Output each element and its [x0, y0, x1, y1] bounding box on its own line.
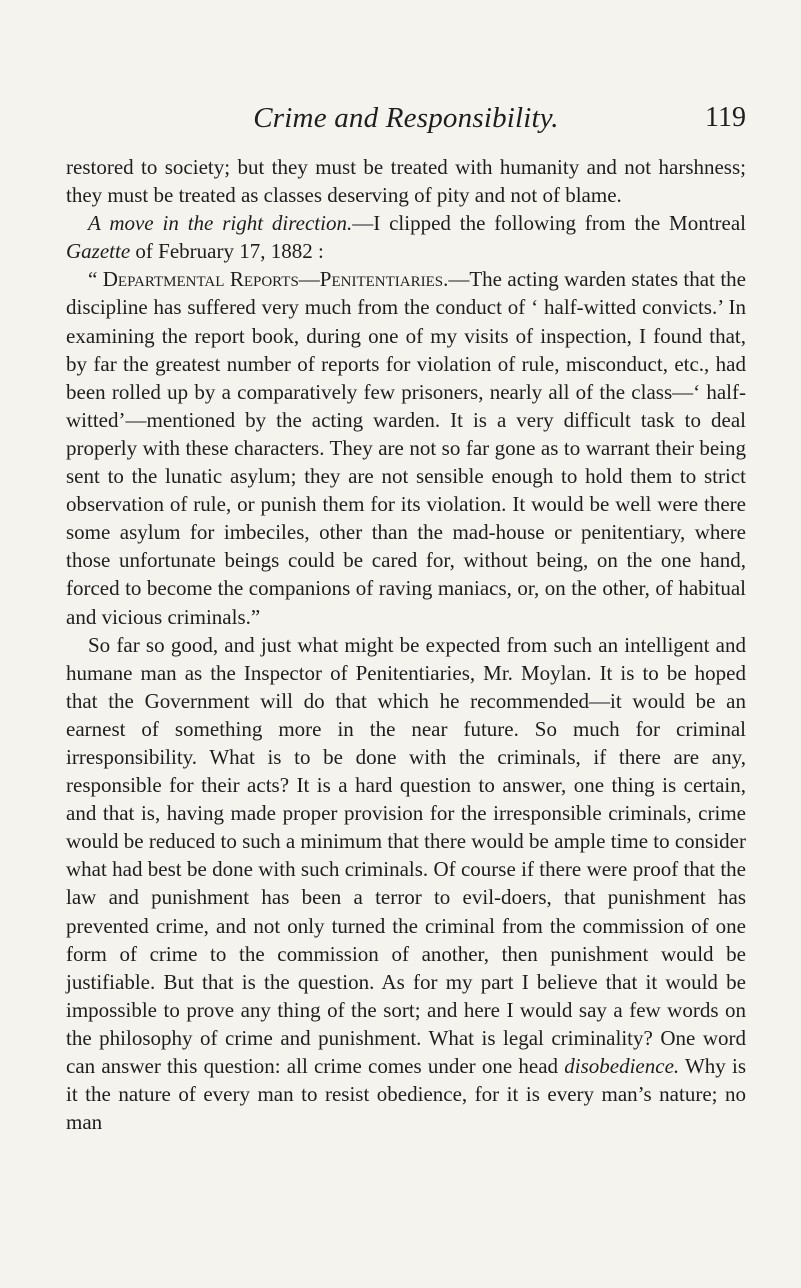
paragraph-commentary: [66, 631, 746, 1137]
paragraph-text: So far so good, and just what might be expected from such an intelligent and humane man as the Inspector of Penitentiaries, Mr. Moylan. It is to be hoped that the Government will do that which he recommended—it would be an earnest of something more in the near future. So much for criminal irresponsibility. What is to be done with the criminals, if there are any, responsible for their acts? It is a hard question to answer, one thing is certain, and that is, having made proper provision for the irresponsible criminals, crime would be reduced to such a minimum that there would be ample time to consider what had best be done with such criminals. Of course if there were proof that the law and punishment has been a terror to evil-doers, that punishment has prevented crime, and not only turned the criminal from the commission of one form of crime to the commission of another, then punishment would be justifiable. But that is the question. As for my part I believe that it would be impossible to prove any thing of the sort; and here I would say a few words on the philosophy of crime and punishment. What is legal criminality? One word can answer this question: all crime comes under one head: [66, 632, 746, 1078]
paragraph-continuation: [66, 153, 746, 209]
paragraph-text: Why is it the nature of every man to resist obedience, for it is every man’s nature; no man: [66, 1054, 747, 1135]
opening-quote: “: [88, 267, 103, 292]
paragraph-text: of February 17, 1882 :: [130, 239, 324, 264]
report-heading: Departmental Reports—Penitentiaries.: [102, 267, 449, 292]
paragraph-quoted-report: [66, 265, 746, 630]
paragraph-clipping-intro: [66, 209, 746, 265]
paragraph-text: —I clipped the following from the Montreal: [352, 211, 746, 236]
running-title: Crime and Responsibility.: [253, 102, 559, 134]
page-number: 119: [705, 102, 746, 133]
running-head: [66, 102, 746, 138]
body-text: [66, 153, 746, 1136]
newspaper-name: Gazette: [66, 239, 131, 264]
paragraph-text: —The acting warden states that the discipline has suffered very much from the conduct of ‘ half-witted convicts.’ In examining the report book, during one of my visits of inspection, I found that, by far the greatest number of reports for violation of rule, misconduct, etc., had been rolled up by a comparatively few prisoners, nearly all of the class—‘ half-witted’—mentioned by the acting warden. It is a very difficult task to deal properly with these characters. They are not so far gone as to warrant their being sent to the lunatic asylum; they are not sensible enough to hold them to strict observation of rule, or punish them for its violation. It would be well were there some asylum for imbeciles, other than the mad-house or penitentiary, where those unfortunate beings could be cared for, without being, on the one hand, forced to become the companions of raving maniacs, or, on the other, of habitual and vicious criminals.”: [66, 267, 746, 629]
paragraph-text: restored to society; but they must be treated with humanity and not harshness; they must be treated as classes deserving of pity and not of blame.: [66, 155, 746, 208]
emphasized-word: disobedience.: [564, 1054, 680, 1078]
paragraph-lead-italic: A move in the right direction.: [88, 211, 353, 236]
